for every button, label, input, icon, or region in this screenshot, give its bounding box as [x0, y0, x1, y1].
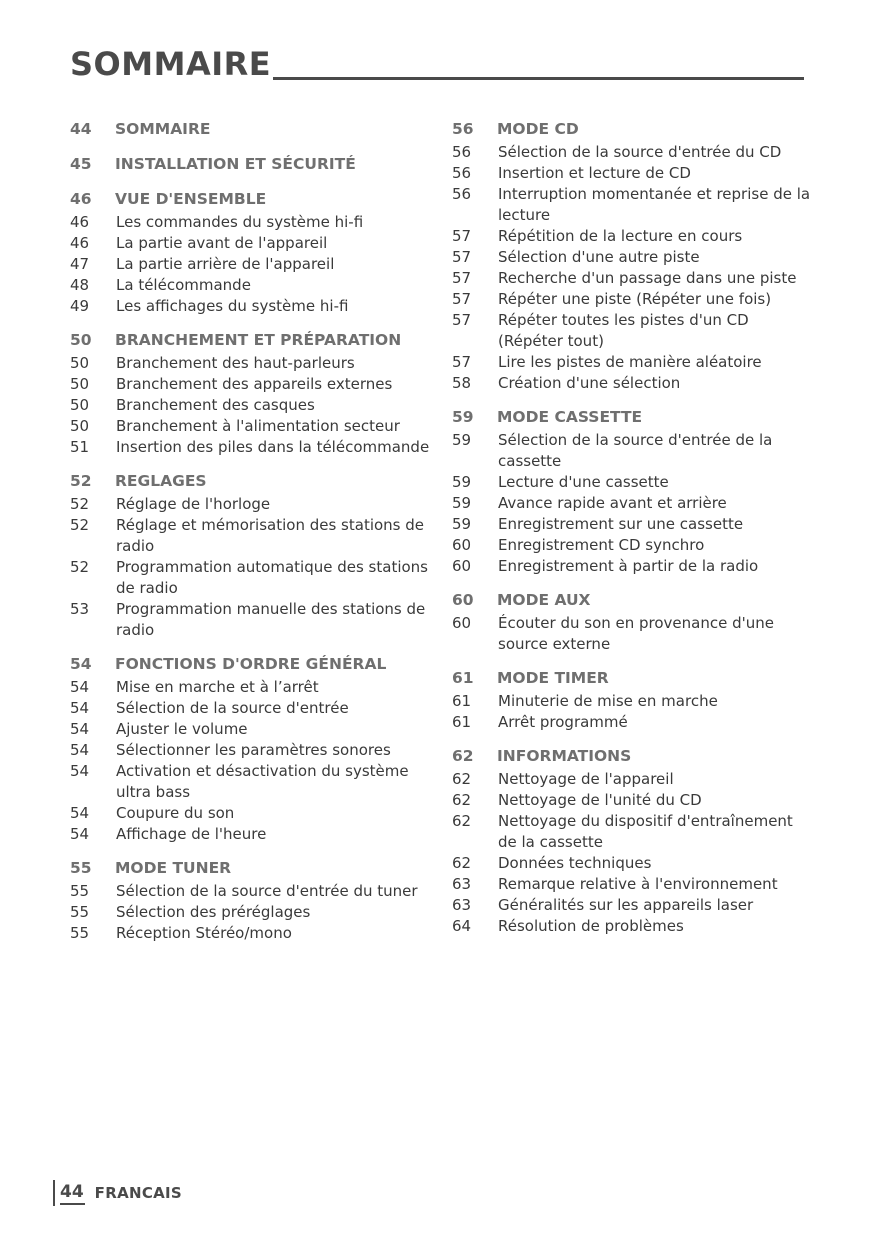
- toc-entry[interactable]: [452, 142, 812, 163]
- entry-page-number: 55: [70, 903, 90, 921]
- toc-section: [452, 117, 812, 394]
- section-title: FONCTIONS D'ORDRE GÉNÉRAL: [115, 655, 387, 673]
- entry-page-number: 56: [452, 143, 472, 161]
- footer-bar: [53, 1180, 55, 1206]
- entry-label: Affichage de l'heure: [116, 825, 267, 843]
- toc-section: [452, 588, 812, 655]
- entry-page-number: 57: [452, 269, 472, 287]
- toc-entry[interactable]: [70, 719, 430, 740]
- entry-label: Réglage de l'horloge: [116, 495, 271, 513]
- entry-page-number: 58: [452, 374, 472, 392]
- toc-entry[interactable]: [452, 352, 812, 373]
- entry-label: Nettoyage du dispositif d'entraînement de la cassette: [498, 812, 793, 851]
- toc-section: [452, 405, 812, 577]
- entry-label: Sélection d'une autre piste: [498, 248, 700, 266]
- section-page-number: 54: [70, 655, 92, 673]
- entry-label: Branchement des haut-parleurs: [116, 354, 355, 372]
- entry-page-number: 57: [452, 290, 472, 308]
- entry-label: Programmation manuelle des stations de radio: [116, 600, 426, 639]
- entry-page-number: 54: [70, 741, 90, 759]
- toc-section: [452, 666, 812, 733]
- toc-entry[interactable]: [452, 514, 812, 535]
- entry-page-number: 54: [70, 762, 90, 780]
- toc-section: [70, 469, 430, 641]
- entry-page-number: 62: [452, 812, 472, 830]
- section-title: MODE CD: [497, 120, 579, 138]
- entry-page-number: 59: [452, 494, 472, 512]
- entry-label: Mise en marche et à l’arrêt: [116, 678, 319, 696]
- toc-entry[interactable]: [452, 556, 812, 577]
- section-page-number: 56: [452, 120, 474, 138]
- entry-label: Minuterie de mise en marche: [498, 692, 718, 710]
- toc-entry[interactable]: [70, 296, 430, 317]
- entry-page-number: 60: [452, 614, 472, 632]
- entry-label: Sélection des préréglages: [116, 903, 311, 921]
- entry-page-number: 62: [452, 854, 472, 872]
- section-title: MODE CASSETTE: [497, 408, 643, 426]
- toc-entry[interactable]: [452, 226, 812, 247]
- entry-label: Résolution de problèmes: [498, 917, 684, 935]
- entry-page-number: 56: [452, 185, 472, 203]
- entry-page-number: 60: [452, 557, 472, 575]
- entry-label: Lire les pistes de manière aléatoire: [498, 353, 762, 371]
- entry-label: Généralités sur les appareils laser: [498, 896, 754, 914]
- entry-label: Sélectionner les paramètres sonores: [116, 741, 391, 759]
- entry-label: Activation et désactivation du système ultra bass: [116, 762, 409, 801]
- entry-label: Arrêt programmé: [498, 713, 628, 731]
- entry-page-number: 56: [452, 164, 472, 182]
- toc-entry[interactable]: [70, 803, 430, 824]
- toc-entry[interactable]: [452, 769, 812, 790]
- entry-page-number: 48: [70, 276, 90, 294]
- toc-entry[interactable]: [452, 874, 812, 895]
- entry-label: Sélection de la source d'entrée de la cassette: [498, 431, 773, 470]
- toc-entry[interactable]: [70, 254, 430, 275]
- entry-label: Enregistrement sur une cassette: [498, 515, 744, 533]
- toc-section: [70, 187, 430, 317]
- section-page-number: 61: [452, 669, 474, 687]
- toc-entry[interactable]: [70, 515, 430, 557]
- entry-page-number: 57: [452, 311, 472, 329]
- toc-entry[interactable]: [70, 374, 430, 395]
- entry-label: Répéter une piste (Répéter une fois): [498, 290, 772, 308]
- section-heading[interactable]: [452, 117, 812, 141]
- entry-label: Insertion et lecture de CD: [498, 164, 691, 182]
- entry-label: La partie avant de l'appareil: [116, 234, 328, 252]
- toc-entry[interactable]: [452, 916, 812, 937]
- title-rule: [273, 77, 804, 80]
- entry-label: Interruption momentanée et reprise de la lecture: [498, 185, 811, 224]
- entry-page-number: 52: [70, 495, 90, 513]
- entry-page-number: 51: [70, 438, 90, 456]
- section-page-number: 44: [70, 120, 92, 138]
- toc-entry[interactable]: [70, 923, 430, 944]
- entry-page-number: 54: [70, 720, 90, 738]
- toc-entry[interactable]: [70, 494, 430, 515]
- toc-entry[interactable]: [70, 557, 430, 599]
- section-title: BRANCHEMENT ET PRÉPARATION: [115, 331, 402, 349]
- section-title: MODE TIMER: [497, 669, 609, 687]
- entry-page-number: 52: [70, 516, 90, 534]
- entry-label: Réception Stéréo/mono: [116, 924, 292, 942]
- toc-entry[interactable]: [452, 790, 812, 811]
- section-page-number: 50: [70, 331, 92, 349]
- entry-page-number: 53: [70, 600, 90, 618]
- entry-label: Enregistrement CD synchro: [498, 536, 705, 554]
- toc-entry[interactable]: [452, 373, 812, 394]
- entry-label: Création d'une sélection: [498, 374, 681, 392]
- toc-entry[interactable]: [452, 712, 812, 733]
- toc-entry[interactable]: [70, 233, 430, 254]
- toc-entry[interactable]: [70, 881, 430, 902]
- toc-section: [70, 856, 430, 944]
- entry-label: Branchement à l'alimentation secteur: [116, 417, 400, 435]
- entry-label: Enregistrement à partir de la radio: [498, 557, 759, 575]
- entry-page-number: 50: [70, 396, 90, 414]
- toc-section: [70, 328, 430, 458]
- entry-page-number: 60: [452, 536, 472, 554]
- toc-entry[interactable]: [452, 811, 812, 853]
- toc-entry[interactable]: [452, 163, 812, 184]
- entry-label: Répéter toutes les pistes d'un CD (Répéter tout): [498, 311, 749, 350]
- toc-entry[interactable]: [70, 599, 430, 641]
- section-title: INSTALLATION ET SÉCURITÉ: [115, 155, 356, 173]
- toc-section: [70, 652, 430, 845]
- entry-page-number: 57: [452, 353, 472, 371]
- entry-page-number: 55: [70, 882, 90, 900]
- toc-entry[interactable]: [452, 289, 812, 310]
- toc-entry[interactable]: [452, 310, 812, 352]
- toc-entry[interactable]: [70, 740, 430, 761]
- section-heading[interactable]: [70, 856, 430, 880]
- section-title: SOMMAIRE: [115, 120, 211, 138]
- entry-label: Les commandes du système hi-fi: [116, 213, 364, 231]
- toc-entry[interactable]: [70, 275, 430, 296]
- toc-entry[interactable]: [70, 416, 430, 437]
- footer-language: FRANCAIS: [94, 1184, 183, 1202]
- toc-section: [70, 152, 430, 176]
- entry-label: La télécommande: [116, 276, 251, 294]
- section-page-number: 62: [452, 747, 474, 765]
- section-heading[interactable]: [70, 469, 430, 493]
- entry-label: Remarque relative à l'environnement: [498, 875, 778, 893]
- toc-entry[interactable]: [70, 902, 430, 923]
- section-heading[interactable]: [70, 328, 430, 352]
- entry-label: Avance rapide avant et arrière: [498, 494, 727, 512]
- entry-page-number: 57: [452, 227, 472, 245]
- entry-page-number: 63: [452, 875, 472, 893]
- entry-page-number: 59: [452, 431, 472, 449]
- section-title: MODE AUX: [497, 591, 591, 609]
- page-number: 44: [60, 1182, 85, 1205]
- toc-entry[interactable]: [452, 430, 812, 472]
- page-footer: [53, 1180, 182, 1206]
- entry-page-number: 62: [452, 791, 472, 809]
- entry-page-number: 50: [70, 375, 90, 393]
- section-title: INFORMATIONS: [497, 747, 632, 765]
- toc-column-left: [70, 117, 430, 955]
- toc-entry[interactable]: [452, 691, 812, 712]
- entry-label: Coupure du son: [116, 804, 235, 822]
- entry-page-number: 47: [70, 255, 90, 273]
- toc-entry[interactable]: [452, 472, 812, 493]
- entry-label: Branchement des appareils externes: [116, 375, 393, 393]
- toc-entry[interactable]: [452, 895, 812, 916]
- section-title: VUE D'ENSEMBLE: [115, 190, 267, 208]
- section-page-number: 45: [70, 155, 92, 173]
- entry-label: Écouter du son en provenance d'une source externe: [498, 614, 774, 653]
- entry-page-number: 61: [452, 713, 472, 731]
- entry-page-number: 54: [70, 804, 90, 822]
- section-title: MODE TUNER: [115, 859, 232, 877]
- entry-label: Sélection de la source d'entrée du CD: [498, 143, 782, 161]
- entry-page-number: 54: [70, 825, 90, 843]
- entry-page-number: 61: [452, 692, 472, 710]
- entry-page-number: 59: [452, 515, 472, 533]
- toc-entry[interactable]: [70, 212, 430, 233]
- entry-page-number: 54: [70, 699, 90, 717]
- toc-entry[interactable]: [452, 247, 812, 268]
- entry-label: Insertion des piles dans la télécommande: [116, 438, 430, 456]
- section-page-number: 55: [70, 859, 92, 877]
- section-page-number: 46: [70, 190, 92, 208]
- entry-page-number: 55: [70, 924, 90, 942]
- page-title: SOMMAIRE: [70, 45, 272, 83]
- entry-label: Recherche d'un passage dans une piste: [498, 269, 797, 287]
- entry-page-number: 50: [70, 417, 90, 435]
- toc-entry[interactable]: [70, 824, 430, 845]
- entry-page-number: 64: [452, 917, 472, 935]
- entry-label: Les affichages du système hi-fi: [116, 297, 349, 315]
- toc-entry[interactable]: [70, 698, 430, 719]
- entry-label: Données techniques: [498, 854, 652, 872]
- entry-page-number: 63: [452, 896, 472, 914]
- entry-page-number: 50: [70, 354, 90, 372]
- entry-label: Lecture d'une cassette: [498, 473, 669, 491]
- section-heading[interactable]: [70, 117, 430, 141]
- toc-entry[interactable]: [452, 535, 812, 556]
- entry-page-number: 59: [452, 473, 472, 491]
- entry-label: Branchement des casques: [116, 396, 315, 414]
- toc-entry[interactable]: [452, 268, 812, 289]
- toc-section: [70, 117, 430, 141]
- toc-entry[interactable]: [452, 493, 812, 514]
- section-page-number: 52: [70, 472, 92, 490]
- entry-label: Programmation automatique des stations de radio: [116, 558, 428, 597]
- section-heading[interactable]: [452, 405, 812, 429]
- entry-page-number: 54: [70, 678, 90, 696]
- entry-page-number: 49: [70, 297, 90, 315]
- entry-page-number: 62: [452, 770, 472, 788]
- toc-entry[interactable]: [452, 853, 812, 874]
- section-heading[interactable]: [452, 588, 812, 612]
- entry-label: Répétition de la lecture en cours: [498, 227, 743, 245]
- toc-entry[interactable]: [70, 437, 430, 458]
- toc-entry[interactable]: [70, 677, 430, 698]
- section-heading[interactable]: [452, 666, 812, 690]
- section-heading[interactable]: [70, 652, 430, 676]
- toc-entry[interactable]: [452, 613, 812, 655]
- entry-page-number: 46: [70, 213, 90, 231]
- section-title: REGLAGES: [115, 472, 207, 490]
- entry-page-number: 57: [452, 248, 472, 266]
- entry-label: La partie arrière de l'appareil: [116, 255, 335, 273]
- page-header: [70, 44, 804, 84]
- entry-page-number: 46: [70, 234, 90, 252]
- section-page-number: 60: [452, 591, 474, 609]
- section-heading[interactable]: [452, 744, 812, 768]
- toc-column-right: [452, 117, 812, 948]
- toc-entry[interactable]: [70, 395, 430, 416]
- entry-label: Nettoyage de l'appareil: [498, 770, 674, 788]
- toc-entry[interactable]: [70, 761, 430, 803]
- entry-label: Sélection de la source d'entrée du tuner: [116, 882, 418, 900]
- toc-section: [452, 744, 812, 937]
- entry-label: Nettoyage de l'unité du CD: [498, 791, 702, 809]
- entry-label: Réglage et mémorisation des stations de radio: [116, 516, 425, 555]
- toc-entry[interactable]: [452, 184, 812, 226]
- toc-entry[interactable]: [70, 353, 430, 374]
- entry-page-number: 52: [70, 558, 90, 576]
- section-heading[interactable]: [70, 152, 430, 176]
- entry-label: Sélection de la source d'entrée: [116, 699, 349, 717]
- section-heading[interactable]: [70, 187, 430, 211]
- section-page-number: 59: [452, 408, 474, 426]
- entry-label: Ajuster le volume: [116, 720, 248, 738]
